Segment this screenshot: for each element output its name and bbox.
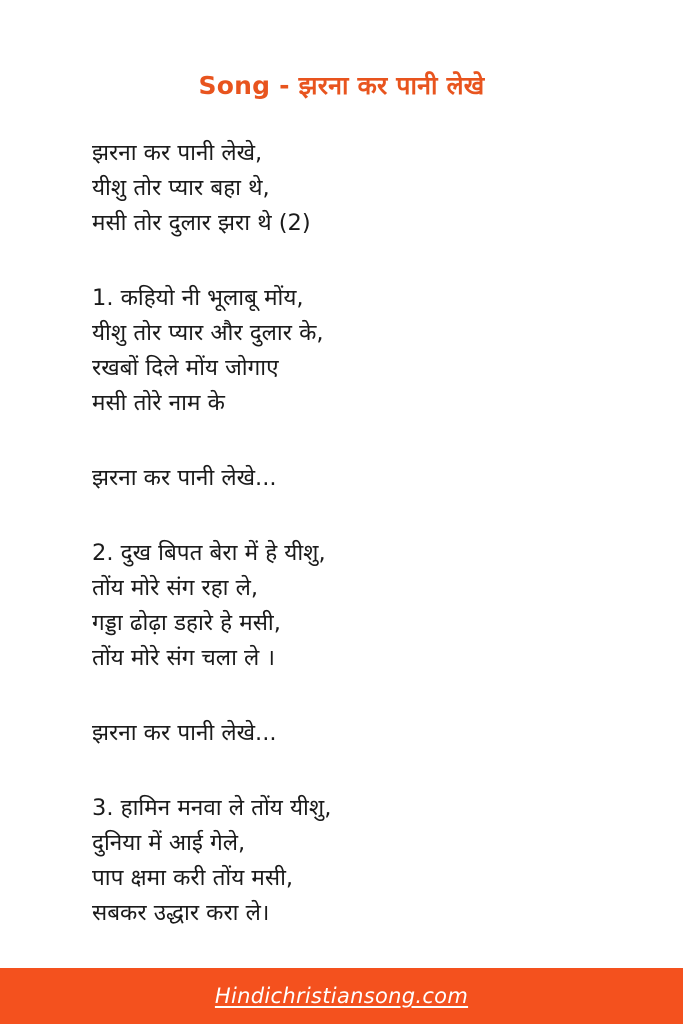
lyric-line: तोंय मोरे संग चला ले ।	[92, 645, 275, 671]
refrain-line: झरना कर पानी लेखे...	[92, 720, 277, 746]
lyric-line: पाप क्षमा करी तोंय मसी,	[92, 865, 294, 891]
lyric-line: रखबों दिले मोंय जोगाए	[92, 355, 279, 381]
lyric-line: दुनिया में आई गेले,	[92, 830, 246, 856]
stanza-gap	[92, 751, 652, 786]
website-link[interactable]: Hindichristiansong.com	[214, 984, 469, 1008]
lyric-line: सबकर उद्धार करा ले।	[92, 900, 270, 926]
lyric-line: 3. हामिन मनवा ले तोंय यीशु,	[92, 795, 332, 821]
lyric-line: यीशु तोर प्यार और दुलार के,	[92, 320, 324, 346]
lyric-line: गड्डा ढोढ़ा डहारे हे मसी,	[92, 610, 281, 636]
lyric-line: यीशु तोर प्यार बहा थे,	[92, 175, 270, 201]
stanza-gap	[92, 421, 652, 456]
song-title: Song - झरना कर पानी लेखे	[198, 71, 485, 100]
refrain-line: झरना कर पानी लेखे...	[92, 465, 277, 491]
lyric-line: 1. कहियो नी भूलाबू मोंय,	[92, 285, 304, 311]
footer-banner	[0, 968, 683, 1024]
stanza-gap	[92, 676, 652, 711]
lyrics-body	[92, 136, 652, 931]
lyric-line: तोंय मोरे संग रहा ले,	[92, 575, 259, 601]
lyric-line: मसी तोरे नाम के	[92, 390, 225, 416]
lyric-line: 2. दुख बिपत बेरा में हे यीशु,	[92, 540, 326, 566]
stanza-gap	[92, 241, 652, 276]
lyric-line: मसी तोर दुलार झरा थे (2)	[92, 210, 311, 236]
stanza-gap	[92, 496, 652, 531]
lyric-line: झरना कर पानी लेखे,	[92, 140, 263, 166]
